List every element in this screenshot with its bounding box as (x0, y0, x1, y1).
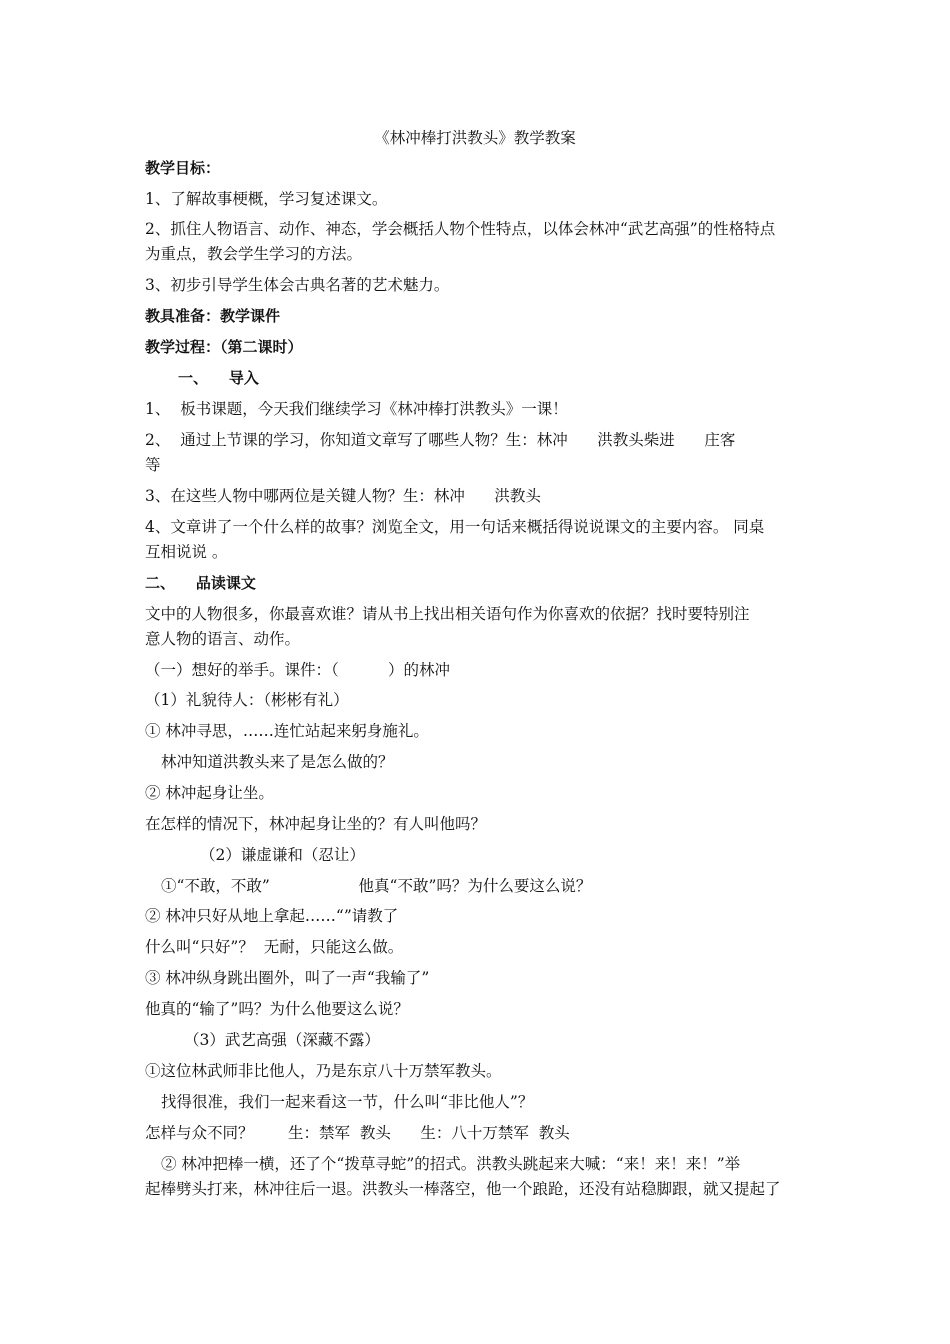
paragraph-line: 什么叫“只好”？ 无耐，只能这么做。 (145, 938, 404, 956)
paragraph-line: 他真的“输了”吗？为什么他要这么说？ (145, 1000, 409, 1018)
paragraph-line: 4、文章讲了一个什么样的故事？浏览全文，用一句话来概括得说说课文的主要内容。 同桌 (145, 518, 765, 536)
paragraph-line: 找得很准，我们一起来看这一节，什么叫“非比他人”？ (161, 1093, 534, 1111)
paragraph-line: ①“不敢，不敢” 他真“不敢”吗？为什么要这么说？ (161, 877, 592, 895)
document-title: 《林冲棒打洪教头》教学教案 (374, 129, 576, 147)
paragraph-line: 意人物的语言、动作。 (145, 630, 301, 648)
paragraph-line: ① 林冲寻思，……连忙站起来躬身施礼。 (145, 722, 429, 740)
paragraph-line: 3、初步引导学生体会古典名著的艺术魅力。 (145, 276, 450, 294)
paragraph-line: 1、了解故事梗概，学习复述课文。 (145, 190, 388, 208)
paragraph-line: 怎样与众不同？ 生：禁军 教头 生：八十万禁军 教头 (145, 1124, 570, 1142)
paragraph-line: 3、在这些人物中哪两位是关键人物？生：林冲 洪教头 (145, 487, 541, 505)
section-heading-process: 教学过程：（第二课时） (145, 338, 303, 356)
paragraph-line: ② 林冲起身让坐。 (145, 784, 274, 802)
paragraph-line: ①这位林武师非比他人，乃是东京八十万禁军教头。 (145, 1062, 502, 1080)
paragraph-line: 文中的人物很多，你最喜欢谁？请从书上找出相关语句作为你喜欢的依据？找时要特别注 (145, 605, 750, 623)
paragraph-line: （一）想好的举手。课件：（ ）的林冲 (145, 661, 451, 679)
paragraph-line: （3）武艺高强（深藏不露） (184, 1031, 380, 1049)
paragraph-line: ② 林冲只好从地上拿起……“”请教了 (145, 907, 399, 925)
section-heading-materials: 教具准备：教学课件 (145, 307, 281, 325)
paragraph-line: 在怎样的情况下，林冲起身让坐的？有人叫他吗？ (145, 815, 487, 833)
paragraph-line: （1）礼貌待人：（彬彬有礼） (145, 691, 349, 709)
paragraph-line: 等 (145, 456, 161, 474)
paragraph-line: ③ 林冲纵身跳出圈外，叫了一声“我输了” (145, 969, 430, 987)
paragraph-line: 起棒劈头打来，林冲往后一退。洪教头一棒落空，他一个踉跄，还没有站稳脚跟，就又提起了 (145, 1180, 781, 1198)
paragraph-line: 2、 通过上节课的学习，你知道文章写了哪些人物？生：林冲 洪教头柴进 庄客 (145, 431, 736, 449)
paragraph-line: 为重点，教会学生学习的方法。 (145, 245, 363, 263)
section-heading-goals: 教学目标： (145, 159, 221, 177)
paragraph-line: （2）谦虚谦和（忍让） (200, 846, 365, 864)
paragraph-line: 2、抓住人物语言、动作、神态，学会概括人物个性特点，以体会林冲“武艺高强”的性格特点 (145, 220, 776, 238)
subheading-intro: 一、 导入 (178, 369, 259, 387)
subheading-reading: 二、 品读课文 (145, 574, 256, 592)
paragraph-line: 林冲知道洪教头来了是怎么做的？ (161, 753, 394, 771)
paragraph-line: 1、 板书课题，今天我们继续学习《林冲棒打洪教头》一课！ (145, 400, 568, 418)
paragraph-line: 互相说说 。 (145, 543, 228, 561)
paragraph-line: ② 林冲把棒一横，还了个“拨草寻蛇”的招式。洪教头跳起来大喊：“来！来！来！”举 (161, 1155, 741, 1173)
